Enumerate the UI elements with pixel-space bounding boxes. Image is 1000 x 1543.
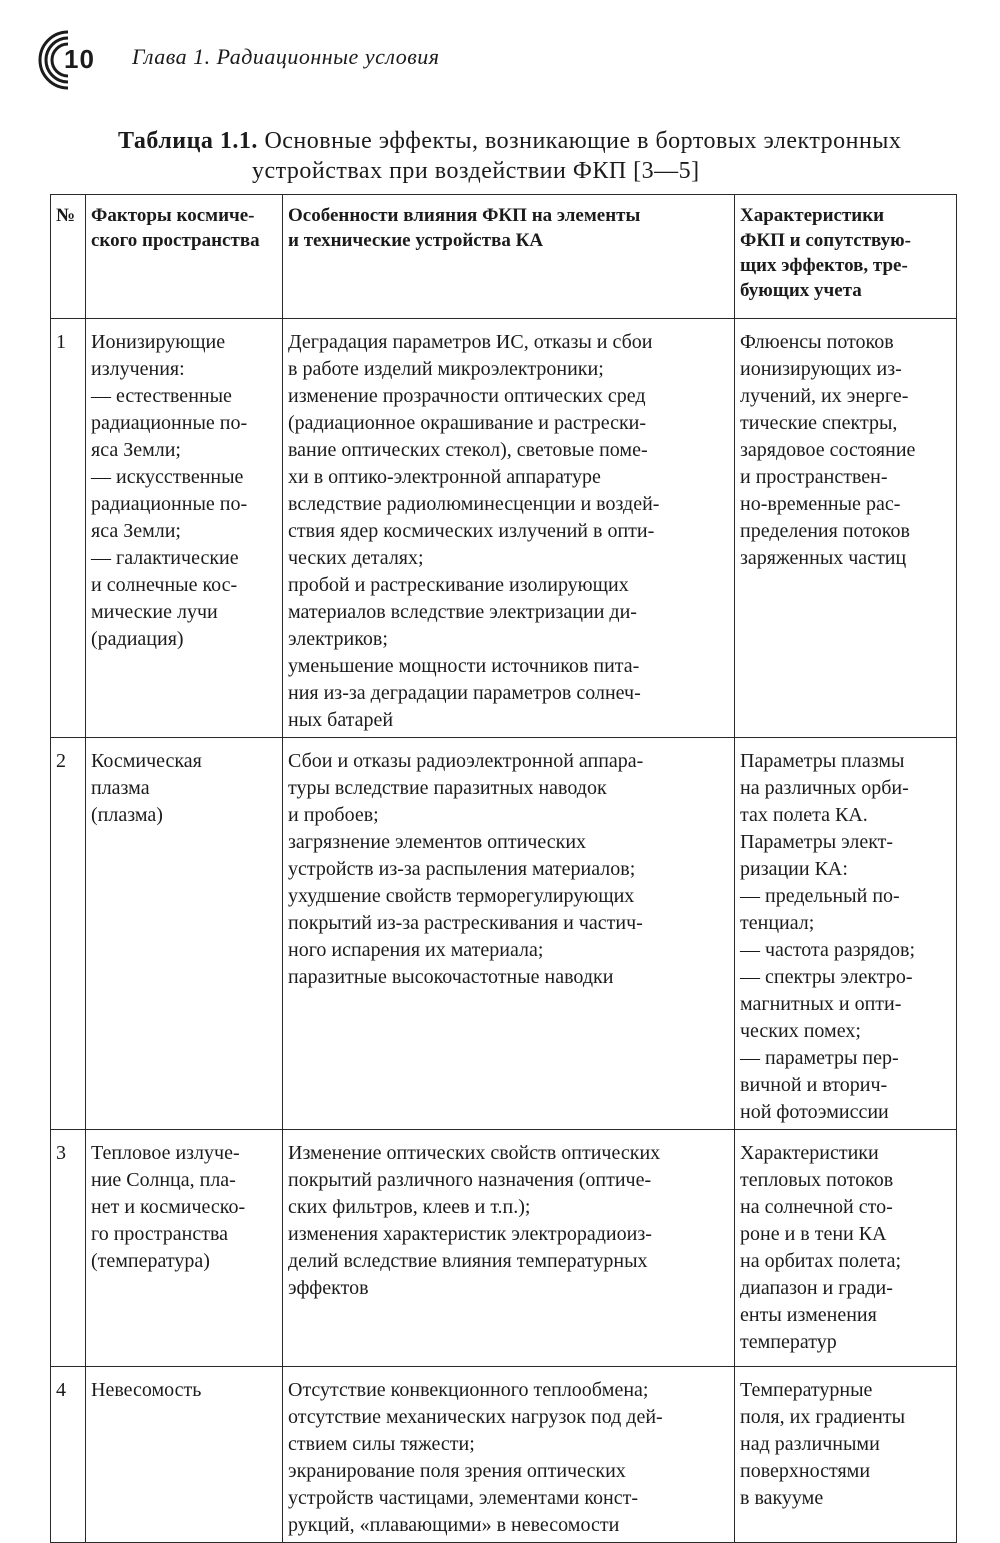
table-row bbox=[51, 319, 957, 738]
text-line: (радиационное окрашивание и растрески- bbox=[288, 412, 647, 434]
row-number-cell: 2 bbox=[51, 738, 86, 1130]
text-line: ния из-за деградации параметров солнеч- bbox=[288, 682, 641, 704]
text-line: туры вследствие паразитных наводок bbox=[288, 777, 607, 799]
text-line: тепловых потоков bbox=[740, 1169, 894, 1191]
text-line: изменения характеристик электрорадиоиз- bbox=[288, 1223, 652, 1245]
text-line: Деградация параметров ИС, отказы и сбои bbox=[288, 331, 653, 353]
text-line: магнитных и опти- bbox=[740, 993, 902, 1015]
characteristics-cell bbox=[735, 1367, 957, 1543]
effects-cell bbox=[283, 1130, 735, 1367]
text-line: ного испарения их материала; bbox=[288, 939, 544, 961]
text-line: на солнечной сто- bbox=[740, 1196, 893, 1218]
text-line: и пространствен- bbox=[740, 466, 888, 488]
text-line: заряженных частиц bbox=[740, 547, 907, 569]
text-line: Характеристики bbox=[740, 1142, 879, 1164]
characteristics-cell bbox=[735, 319, 957, 738]
text-line: устройств из-за распыления материалов; bbox=[288, 858, 636, 880]
text-line: енты изменения bbox=[740, 1304, 877, 1326]
text-line: Параметры плазмы bbox=[740, 750, 905, 772]
text-line: лучений, их энерге- bbox=[740, 385, 909, 407]
header-cell-effects bbox=[283, 195, 735, 319]
row-number-cell: 3 bbox=[51, 1130, 86, 1367]
page-header bbox=[34, 28, 934, 92]
text-line: делий вследствие влияния температурных bbox=[288, 1250, 648, 1272]
text-line: над различными bbox=[740, 1433, 880, 1455]
text-line: ионизирующих из- bbox=[740, 358, 902, 380]
text-line: Характеристики bbox=[740, 205, 885, 226]
text-line: диапазон и гради- bbox=[740, 1277, 893, 1299]
effects-table bbox=[50, 194, 957, 1543]
text-line: тические спектры, bbox=[740, 412, 898, 434]
text-line: поля, их градиенты bbox=[740, 1406, 906, 1428]
text-line: — спектры электро- bbox=[740, 966, 913, 988]
text-line: на орбитах полета; bbox=[740, 1250, 902, 1272]
text-line: (плазма) bbox=[91, 804, 163, 826]
text-line: покрытий из-за растрескивания и частич- bbox=[288, 912, 643, 934]
text-line: отсутствие механических нагрузок под дей- bbox=[288, 1406, 663, 1428]
text-line: поверхностями bbox=[740, 1460, 871, 1482]
effects-cell bbox=[283, 319, 735, 738]
text-line: Невесомость bbox=[91, 1379, 202, 1401]
text-line: вичной и вторич- bbox=[740, 1074, 888, 1096]
text-line: ных батарей bbox=[288, 709, 394, 731]
text-line: покрытий различного назначения (оптиче- bbox=[288, 1169, 652, 1191]
text-line: вание оптических стекол), световые поме- bbox=[288, 439, 648, 461]
text-line: ние Солнца, пла- bbox=[91, 1169, 236, 1191]
text-line: щих эффектов, тре- bbox=[740, 255, 908, 276]
text-line: рукций, «плавающими» в невесомости bbox=[288, 1514, 620, 1536]
caption-label: Таблица 1.1. bbox=[118, 128, 258, 154]
text-line: ной фотоэмиссии bbox=[740, 1101, 889, 1123]
text-line: и пробоев; bbox=[288, 804, 379, 826]
text-line: ствием силы тяжести; bbox=[288, 1433, 475, 1455]
text-line: Изменение оптических свойств оптических bbox=[288, 1142, 661, 1164]
text-line: ческих деталях; bbox=[288, 547, 424, 569]
table-row bbox=[51, 1130, 957, 1367]
text-line: плазма bbox=[91, 777, 150, 799]
text-line: Космическая bbox=[91, 750, 202, 772]
characteristics-cell bbox=[735, 738, 957, 1130]
text-line: излучения: bbox=[91, 358, 185, 380]
text-line: Флюенсы потоков bbox=[740, 331, 894, 353]
page-number: 10 bbox=[64, 44, 95, 74]
row-number-cell: 1 bbox=[51, 319, 86, 738]
text-line: пределения потоков bbox=[740, 520, 910, 542]
text-line: — предельный по- bbox=[740, 885, 900, 907]
text-line: изменение прозрачности оптических сред bbox=[288, 385, 646, 407]
header-cell-factors bbox=[86, 195, 283, 319]
text-line: нет и космическо- bbox=[91, 1196, 246, 1218]
text-line: материалов вследствие электризации ди- bbox=[288, 601, 637, 623]
text-line: — частота разрядов; bbox=[740, 939, 916, 961]
text-line: тенциал; bbox=[740, 912, 815, 934]
caption-line-2: устройствах при воздействии ФКП [3—5] bbox=[252, 158, 700, 184]
text-line: в вакууме bbox=[740, 1487, 824, 1509]
text-line: эффектов bbox=[288, 1277, 369, 1299]
header-cell-number bbox=[51, 195, 86, 319]
text-line: хи в оптико-электронной аппаратуре bbox=[288, 466, 601, 488]
text-line: Параметры элект- bbox=[740, 831, 894, 853]
text-line: — параметры пер- bbox=[740, 1047, 899, 1069]
text-line: Ионизирующие bbox=[91, 331, 226, 353]
text-line: ского пространства bbox=[91, 230, 260, 251]
text-line: № bbox=[56, 205, 76, 226]
text-line: уменьшение мощности источников пита- bbox=[288, 655, 640, 677]
text-line: ФКП и сопутствую- bbox=[740, 230, 911, 251]
text-line: вследствие радиолюминесценции и воздей- bbox=[288, 493, 660, 515]
text-line: на различных орби- bbox=[740, 777, 909, 799]
caption-line-1: Основные эффекты, возникающие в бортовых электронных bbox=[264, 128, 902, 154]
text-line: (радиация) bbox=[91, 628, 184, 650]
text-line: бующих учета bbox=[740, 280, 862, 301]
text-line: пробой и растрескивание изолирующих bbox=[288, 574, 629, 596]
text-line: устройств частицами, элементами конст- bbox=[288, 1487, 639, 1509]
characteristics-cell bbox=[735, 1130, 957, 1367]
effects-cell bbox=[283, 738, 735, 1130]
running-head: Глава 1. Радиационные условия bbox=[132, 44, 440, 69]
table-header-row bbox=[51, 195, 957, 319]
text-line: в работе изделий микроэлектроники; bbox=[288, 358, 604, 380]
text-line: и солнечные кос- bbox=[91, 574, 238, 596]
text-line: ствия ядер космических излучений в опти- bbox=[288, 520, 655, 542]
text-line: Сбои и отказы радиоэлектронной аппара- bbox=[288, 750, 644, 772]
table-row bbox=[51, 1367, 957, 1543]
text-line: радиационные по- bbox=[91, 412, 248, 434]
text-line: Отсутствие конвекционного теплообмена; bbox=[288, 1379, 649, 1401]
header-cell-characteristics bbox=[735, 195, 957, 319]
text-line: загрязнение элементов оптических bbox=[288, 831, 587, 853]
text-line: мические лучи bbox=[91, 601, 218, 623]
text-line: ризации КА: bbox=[740, 858, 848, 880]
table-caption bbox=[118, 126, 958, 186]
text-line: тах полета КА. bbox=[740, 804, 868, 826]
factor-cell bbox=[86, 1130, 283, 1367]
text-line: ческих помех; bbox=[740, 1020, 861, 1042]
text-line: — естественные bbox=[91, 385, 232, 407]
factor-cell bbox=[86, 319, 283, 738]
text-line: электриков; bbox=[288, 628, 388, 650]
text-line: радиационные по- bbox=[91, 493, 248, 515]
text-line: но-временные рас- bbox=[740, 493, 901, 515]
text-line: Температурные bbox=[740, 1379, 873, 1401]
effects-cell bbox=[283, 1367, 735, 1543]
text-line: Тепловое излуче- bbox=[91, 1142, 240, 1164]
text-line: го пространства bbox=[91, 1223, 229, 1245]
text-line: температур bbox=[740, 1331, 837, 1353]
text-line: зарядовое состояние bbox=[740, 439, 916, 461]
text-line: — искусственные bbox=[91, 466, 244, 488]
text-line: роне и в тени КА bbox=[740, 1223, 887, 1245]
text-line: Факторы космиче- bbox=[91, 205, 255, 226]
factor-cell bbox=[86, 738, 283, 1130]
text-line: — галактические bbox=[91, 547, 239, 569]
table-row bbox=[51, 738, 957, 1130]
row-number-cell: 4 bbox=[51, 1367, 86, 1543]
text-line: (температура) bbox=[91, 1250, 210, 1272]
text-line: паразитные высокочастотные наводки bbox=[288, 966, 614, 988]
text-line: и технические устройства КА bbox=[288, 230, 544, 251]
text-line: яса Земли; bbox=[91, 520, 181, 542]
text-line: экранирование поля зрения оптических bbox=[288, 1460, 626, 1482]
text-line: ухудшение свойств терморегулирующих bbox=[288, 885, 635, 907]
text-line: ских фильтров, клеев и т.п.); bbox=[288, 1196, 531, 1218]
text-line: яса Земли; bbox=[91, 439, 181, 461]
factor-cell bbox=[86, 1367, 283, 1543]
text-line: Особенности влияния ФКП на элементы bbox=[288, 205, 641, 226]
